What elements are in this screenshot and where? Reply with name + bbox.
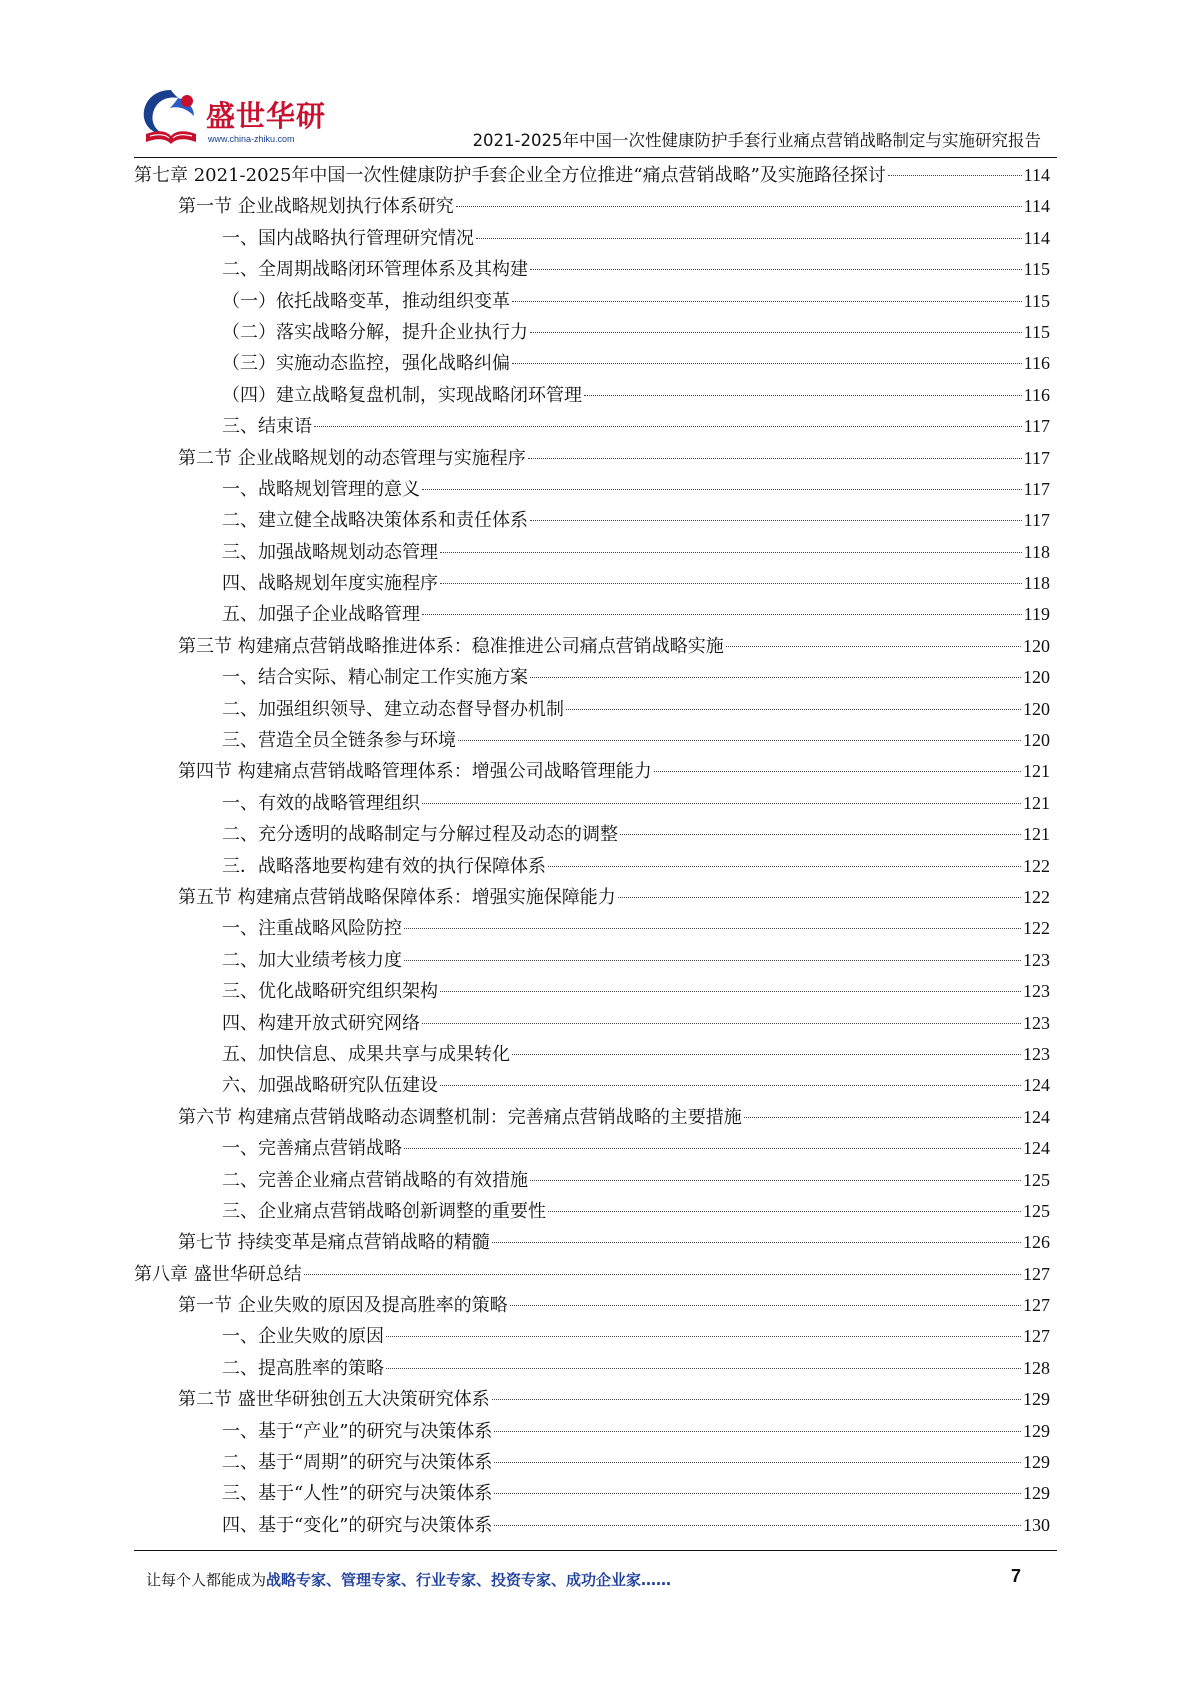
- toc-entry[interactable]: [134, 1416, 1050, 1447]
- toc-entry-label: 三、优化战略研究组织架构: [222, 981, 438, 1003]
- toc-entry-label: （一）依托战略变革，推动组织变革: [222, 290, 510, 312]
- toc-entry-label: 第七节 持续变革是痛点营销战略的精髓: [178, 1232, 490, 1254]
- toc-entry-page: 129: [1023, 1389, 1050, 1410]
- toc-dot-leader: [492, 1399, 1021, 1400]
- toc-dot-leader: [458, 740, 1021, 741]
- toc-dot-leader: [440, 1085, 1021, 1086]
- toc-dot-leader: [530, 520, 1022, 521]
- toc-entry-page: 129: [1023, 1452, 1050, 1473]
- toc-entry-label: 一、注重战略风险防控: [222, 918, 402, 940]
- toc-entry[interactable]: [134, 882, 1050, 913]
- toc-dot-leader: [314, 426, 1022, 427]
- toc-entry-label: 三、结束语: [222, 416, 312, 438]
- toc-dot-leader: [530, 1180, 1021, 1181]
- toc-dot-leader: [304, 1274, 1021, 1275]
- toc-entry[interactable]: [134, 913, 1050, 944]
- toc-dot-leader: [404, 928, 1021, 929]
- toc-entry-label: （二）落实战略分解，提升企业执行力: [222, 321, 528, 343]
- toc-entry-page: 118: [1023, 541, 1050, 562]
- toc-entry-page: 114: [1023, 165, 1050, 185]
- toc-entry[interactable]: [134, 380, 1050, 411]
- toc-dot-leader: [726, 646, 1021, 647]
- toc-entry-page: 114: [1023, 227, 1050, 248]
- toc-entry[interactable]: [134, 1384, 1050, 1415]
- toc-entry[interactable]: [134, 662, 1050, 693]
- toc-entry[interactable]: [134, 819, 1050, 850]
- toc-entry[interactable]: [134, 1102, 1050, 1133]
- toc-entry-page: 117: [1023, 416, 1050, 437]
- header-divider: [134, 157, 1057, 158]
- toc-dot-leader: [654, 771, 1021, 772]
- toc-entry[interactable]: [134, 160, 1050, 191]
- toc-entry-label: 三、基于“人性”的研究与决策体系: [222, 1483, 493, 1505]
- toc-dot-leader: [584, 395, 1022, 396]
- toc-entry-label: 第七章 2021-2025年中国一次性健康防护手套企业全方位推进“痛点营销战略”及实施路径探讨: [134, 165, 886, 186]
- toc-entry-page: 123: [1023, 1043, 1050, 1064]
- toc-dot-leader: [512, 1054, 1021, 1055]
- toc-entry[interactable]: [134, 537, 1050, 568]
- toc-entry-label: 一、有效的战略管理组织: [222, 792, 420, 814]
- toc-entry-page: 119: [1023, 604, 1050, 625]
- toc-entry-page: 122: [1023, 886, 1050, 907]
- toc-dot-leader: [494, 1431, 1021, 1432]
- toc-dot-leader: [422, 614, 1022, 615]
- toc-entry-label: 三、企业痛点营销战略创新调整的重要性: [222, 1200, 546, 1222]
- toc-entry-label: （四）建立战略复盘机制，实现战略闭环管理: [222, 384, 582, 406]
- toc-entry-label: 第六节 构建痛点营销战略动态调整机制：完善痛点营销战略的主要措施: [178, 1106, 742, 1128]
- toc-entry-page: 124: [1023, 1075, 1050, 1096]
- toc-dot-leader: [422, 803, 1021, 804]
- toc-entry-label: 三．战略落地要构建有效的执行保障体系: [222, 855, 546, 877]
- toc-dot-leader: [494, 1462, 1021, 1463]
- toc-entry-label: 第四节 构建痛点营销战略管理体系：增强公司战略管理能力: [178, 761, 652, 783]
- toc-entry[interactable]: [134, 1478, 1050, 1509]
- toc-entry-page: 128: [1023, 1357, 1050, 1378]
- toc-entry-page: 122: [1023, 918, 1050, 939]
- page-number: 7: [1010, 1566, 1021, 1586]
- toc-dot-leader: [494, 1493, 1021, 1494]
- toc-entry-page: 125: [1023, 1200, 1050, 1221]
- toc-dot-leader: [620, 834, 1021, 835]
- toc-entry-label: 第二节 企业战略规划的动态管理与实施程序: [178, 447, 526, 469]
- toc-entry-page: 127: [1023, 1295, 1050, 1316]
- toc-dot-leader: [530, 677, 1021, 678]
- toc-entry[interactable]: [134, 443, 1050, 474]
- toc-entry-label: 五、加快信息、成果共享与成果转化: [222, 1043, 510, 1065]
- book-swoosh-logo-icon: [138, 84, 204, 150]
- toc-entry-label: 一、完善痛点营销战略: [222, 1138, 402, 1160]
- toc-entry[interactable]: [134, 1321, 1050, 1352]
- toc-entry[interactable]: [134, 1008, 1050, 1039]
- toc-entry[interactable]: [134, 1510, 1050, 1541]
- toc-entry-page: 114: [1023, 196, 1050, 217]
- toc-entry-page: 117: [1023, 510, 1050, 531]
- toc-entry-label: 三、营造全员全链条参与环境: [222, 730, 456, 752]
- toc-entry-page: 115: [1023, 321, 1050, 342]
- toc-entry-label: 第三节 构建痛点营销战略推进体系：稳准推进公司痛点营销战略实施: [178, 635, 724, 657]
- toc-dot-leader: [528, 458, 1022, 459]
- toc-entry[interactable]: [134, 348, 1050, 379]
- toc-entry-page: 129: [1023, 1420, 1050, 1441]
- toc-entry[interactable]: [134, 505, 1050, 536]
- toc-entry-page: 127: [1023, 1326, 1050, 1347]
- toc-entry-label: 二、提高胜率的策略: [222, 1357, 384, 1379]
- toc-entry-label: 一、基于“产业”的研究与决策体系: [222, 1420, 493, 1442]
- toc-dot-leader: [510, 1305, 1021, 1306]
- toc-entry-page: 127: [1023, 1263, 1050, 1284]
- toc-dot-leader: [530, 332, 1022, 333]
- toc-entry[interactable]: [134, 945, 1050, 976]
- toc-entry-label: 六、加强战略研究队伍建设: [222, 1075, 438, 1097]
- toc-entry[interactable]: [134, 725, 1050, 756]
- footer-slogan: [146, 1569, 671, 1590]
- footer-divider: [134, 1550, 1057, 1551]
- toc-dot-leader: [456, 206, 1022, 207]
- logo-url: www.china-zhiku.com: [208, 134, 295, 144]
- toc-entry-page: 120: [1023, 698, 1050, 719]
- toc-dot-leader: [440, 552, 1022, 553]
- toc-entry[interactable]: [134, 474, 1050, 505]
- toc-entry[interactable]: [134, 1196, 1050, 1227]
- toc-entry-page: 126: [1023, 1232, 1050, 1253]
- toc-entry[interactable]: [134, 599, 1050, 630]
- toc-entry[interactable]: [134, 1447, 1050, 1478]
- toc-entry[interactable]: [134, 788, 1050, 819]
- toc-entry-page: 120: [1023, 730, 1050, 751]
- toc-entry[interactable]: [134, 1070, 1050, 1101]
- toc-entry-page: 121: [1023, 792, 1050, 813]
- toc-entry-label: 二、基于“周期”的研究与决策体系: [222, 1452, 493, 1474]
- toc-dot-leader: [404, 960, 1021, 961]
- toc-entry[interactable]: [134, 1165, 1050, 1196]
- toc-entry-label: 第一节 企业失败的原因及提高胜率的策略: [178, 1295, 508, 1317]
- toc-entry-page: 118: [1023, 573, 1050, 594]
- toc-dot-leader: [440, 991, 1021, 992]
- toc-entry-page: 123: [1023, 981, 1050, 1002]
- toc-dot-leader: [476, 238, 1022, 239]
- report-title: 2021-2025年中国一次性健康防护手套行业痛点营销战略制定与实施研究报告: [472, 131, 1041, 150]
- toc-dot-leader: [530, 269, 1022, 270]
- toc-entry-page: 116: [1023, 384, 1050, 405]
- toc-dot-leader: [888, 175, 1022, 176]
- toc-dot-leader: [422, 489, 1022, 490]
- toc-entry[interactable]: [134, 223, 1050, 254]
- toc-entry-page: 124: [1023, 1138, 1050, 1159]
- toc-entry-label: 二、全周期战略闭环管理体系及其构建: [222, 259, 528, 281]
- toc-entry-page: 117: [1023, 478, 1050, 499]
- toc-entry-label: 一、国内战略执行管理研究情况: [222, 227, 474, 249]
- toc-entry[interactable]: [134, 317, 1050, 348]
- toc-entry[interactable]: [134, 568, 1050, 599]
- toc-entry[interactable]: [134, 1259, 1050, 1290]
- toc-entry-page: 123: [1023, 949, 1050, 970]
- toc-entry-page: 120: [1023, 635, 1050, 656]
- toc-entry[interactable]: [134, 411, 1050, 442]
- toc-entry-label: 五、加强子企业战略管理: [222, 604, 420, 626]
- toc-entry-label: 一、结合实际、精心制定工作实施方案: [222, 667, 528, 689]
- toc-entry-page: 115: [1023, 259, 1050, 280]
- toc-entry-label: 一、企业失败的原因: [222, 1326, 384, 1348]
- toc-dot-leader: [494, 1525, 1021, 1526]
- toc-entry-page: 120: [1023, 667, 1050, 688]
- toc-entry-page: 116: [1023, 353, 1050, 374]
- toc-entry-page: 115: [1023, 290, 1050, 311]
- logo-name: 盛世华研: [206, 99, 327, 133]
- toc-dot-leader: [618, 897, 1021, 898]
- toc-entry-label: 二、建立健全战略决策体系和责任体系: [222, 510, 528, 532]
- toc-entry-label: 二、加强组织领导、建立动态督导督办机制: [222, 698, 564, 720]
- toc-entry-label: 三、加强战略规划动态管理: [222, 541, 438, 563]
- toc-dot-leader: [512, 301, 1022, 302]
- toc-dot-leader: [440, 583, 1022, 584]
- footer-slogan-prefix: 让每个人都能成为: [146, 1571, 267, 1589]
- toc-entry[interactable]: [134, 1039, 1050, 1070]
- toc-dot-leader: [512, 363, 1022, 364]
- toc-entry[interactable]: [134, 1227, 1050, 1258]
- toc-entry-label: 第八章 盛世华研总结: [134, 1263, 302, 1285]
- toc-entry[interactable]: [134, 976, 1050, 1007]
- toc-entry-page: 121: [1023, 761, 1050, 782]
- toc-entry-page: 123: [1023, 1012, 1050, 1033]
- toc-entry-page: 122: [1023, 855, 1050, 876]
- toc-entry-label: 二、充分透明的战略制定与分解过程及动态的调整: [222, 824, 618, 846]
- toc-entry-label: 二、加大业绩考核力度: [222, 949, 402, 971]
- toc-entry[interactable]: [134, 756, 1050, 787]
- toc-entry[interactable]: [134, 851, 1050, 882]
- toc-dot-leader: [492, 1242, 1021, 1243]
- toc-dot-leader: [548, 866, 1021, 867]
- toc-entry-page: 117: [1023, 447, 1050, 468]
- toc-dot-leader: [404, 1148, 1021, 1149]
- toc-dot-leader: [548, 1211, 1021, 1212]
- toc-dot-leader: [744, 1117, 1021, 1118]
- toc-entry-page: 121: [1023, 824, 1050, 845]
- toc-entry[interactable]: [134, 254, 1050, 285]
- page-header: [0, 0, 1191, 160]
- toc-entry[interactable]: [134, 1290, 1050, 1321]
- toc-dot-leader: [386, 1368, 1021, 1369]
- toc-entry-page: 129: [1023, 1483, 1050, 1504]
- toc-entry-label: 第二节 盛世华研独创五大决策研究体系: [178, 1389, 490, 1411]
- toc-entry-label: 第一节 企业战略规划执行体系研究: [178, 196, 454, 218]
- toc-entry[interactable]: [134, 1133, 1050, 1164]
- table-of-contents: [134, 160, 1050, 1541]
- company-logo: [138, 84, 327, 150]
- toc-entry[interactable]: [134, 286, 1050, 317]
- toc-entry-page: 125: [1023, 1169, 1050, 1190]
- footer-slogan-highlight: 战略专家、管理专家、行业专家、投资专家、成功企业家……: [266, 1571, 672, 1589]
- toc-entry[interactable]: [134, 1353, 1050, 1384]
- toc-entry-page: 124: [1023, 1106, 1050, 1127]
- toc-entry[interactable]: [134, 191, 1050, 222]
- toc-entry-page: 130: [1023, 1514, 1050, 1535]
- toc-entry-label: 四、基于“变化”的研究与决策体系: [222, 1514, 493, 1536]
- toc-dot-leader: [386, 1336, 1021, 1337]
- toc-entry[interactable]: [134, 631, 1050, 662]
- toc-entry-label: （三）实施动态监控，强化战略纠偏: [222, 353, 510, 375]
- toc-dot-leader: [422, 1023, 1021, 1024]
- toc-entry-label: 二、完善企业痛点营销战略的有效措施: [222, 1169, 528, 1191]
- toc-entry-label: 四、构建开放式研究网络: [222, 1012, 420, 1034]
- toc-entry-label: 第五节 构建痛点营销战略保障体系：增强实施保障能力: [178, 886, 616, 908]
- toc-entry-label: 四、战略规划年度实施程序: [222, 573, 438, 595]
- toc-entry[interactable]: [134, 694, 1050, 725]
- toc-dot-leader: [566, 709, 1021, 710]
- toc-entry-label: 一、战略规划管理的意义: [222, 478, 420, 500]
